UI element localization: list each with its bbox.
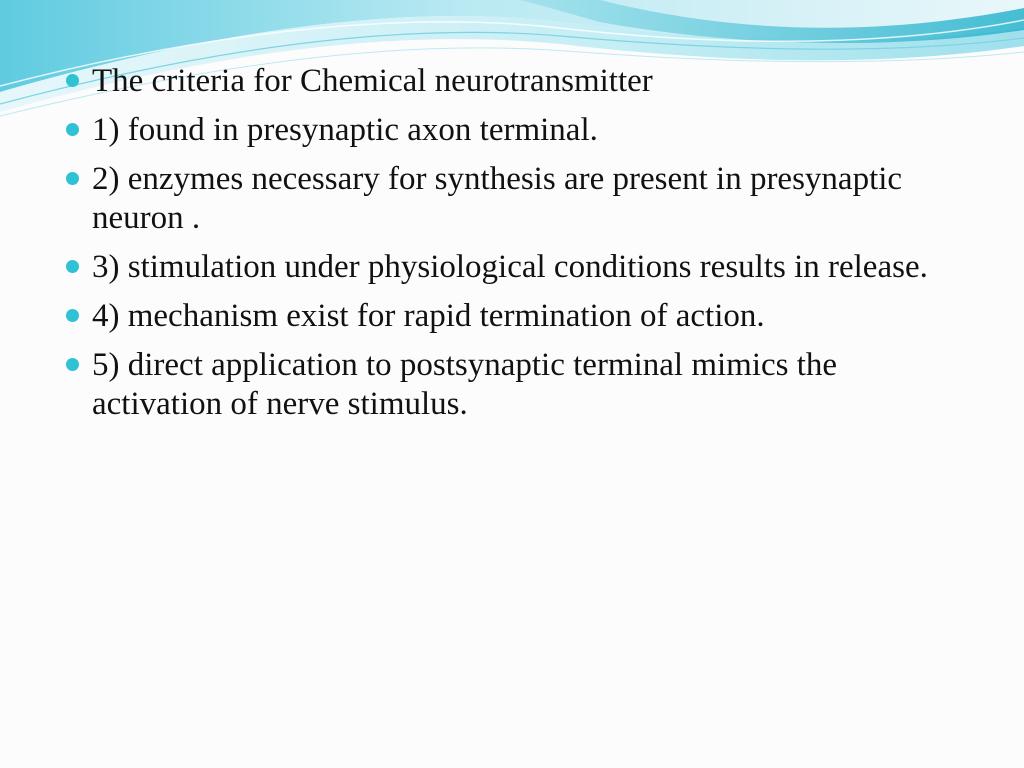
bullet-text: 3) stimulation under physiological conditions results in release. <box>92 249 928 285</box>
bullet-item <box>60 297 960 336</box>
bullet-circle-icon <box>66 260 79 273</box>
bullet-text: 5) direct application to postsynaptic terminal mimics the activation of nerve stimulus. <box>92 347 838 422</box>
bullet-text: 1) found in presynaptic axon terminal. <box>92 112 598 148</box>
bullet-item <box>60 346 960 424</box>
bullet-circle-icon <box>66 309 79 322</box>
bullet-item <box>60 62 960 101</box>
bullet-circle-icon <box>66 123 79 136</box>
bullet-list <box>60 62 960 434</box>
bullet-text: 2) enzymes necessary for synthesis are present in presynaptic neuron . <box>92 161 903 236</box>
bullet-text: 4) mechanism exist for rapid termination of action. <box>92 298 765 334</box>
bullet-text: The criteria for Chemical neurotransmitter <box>92 63 653 99</box>
bullet-item <box>60 160 960 238</box>
bullet-circle-icon <box>66 358 79 371</box>
bullet-circle-icon <box>66 172 79 185</box>
bullet-item <box>60 248 960 287</box>
bullet-circle-icon <box>66 74 79 87</box>
bullet-item <box>60 111 960 150</box>
